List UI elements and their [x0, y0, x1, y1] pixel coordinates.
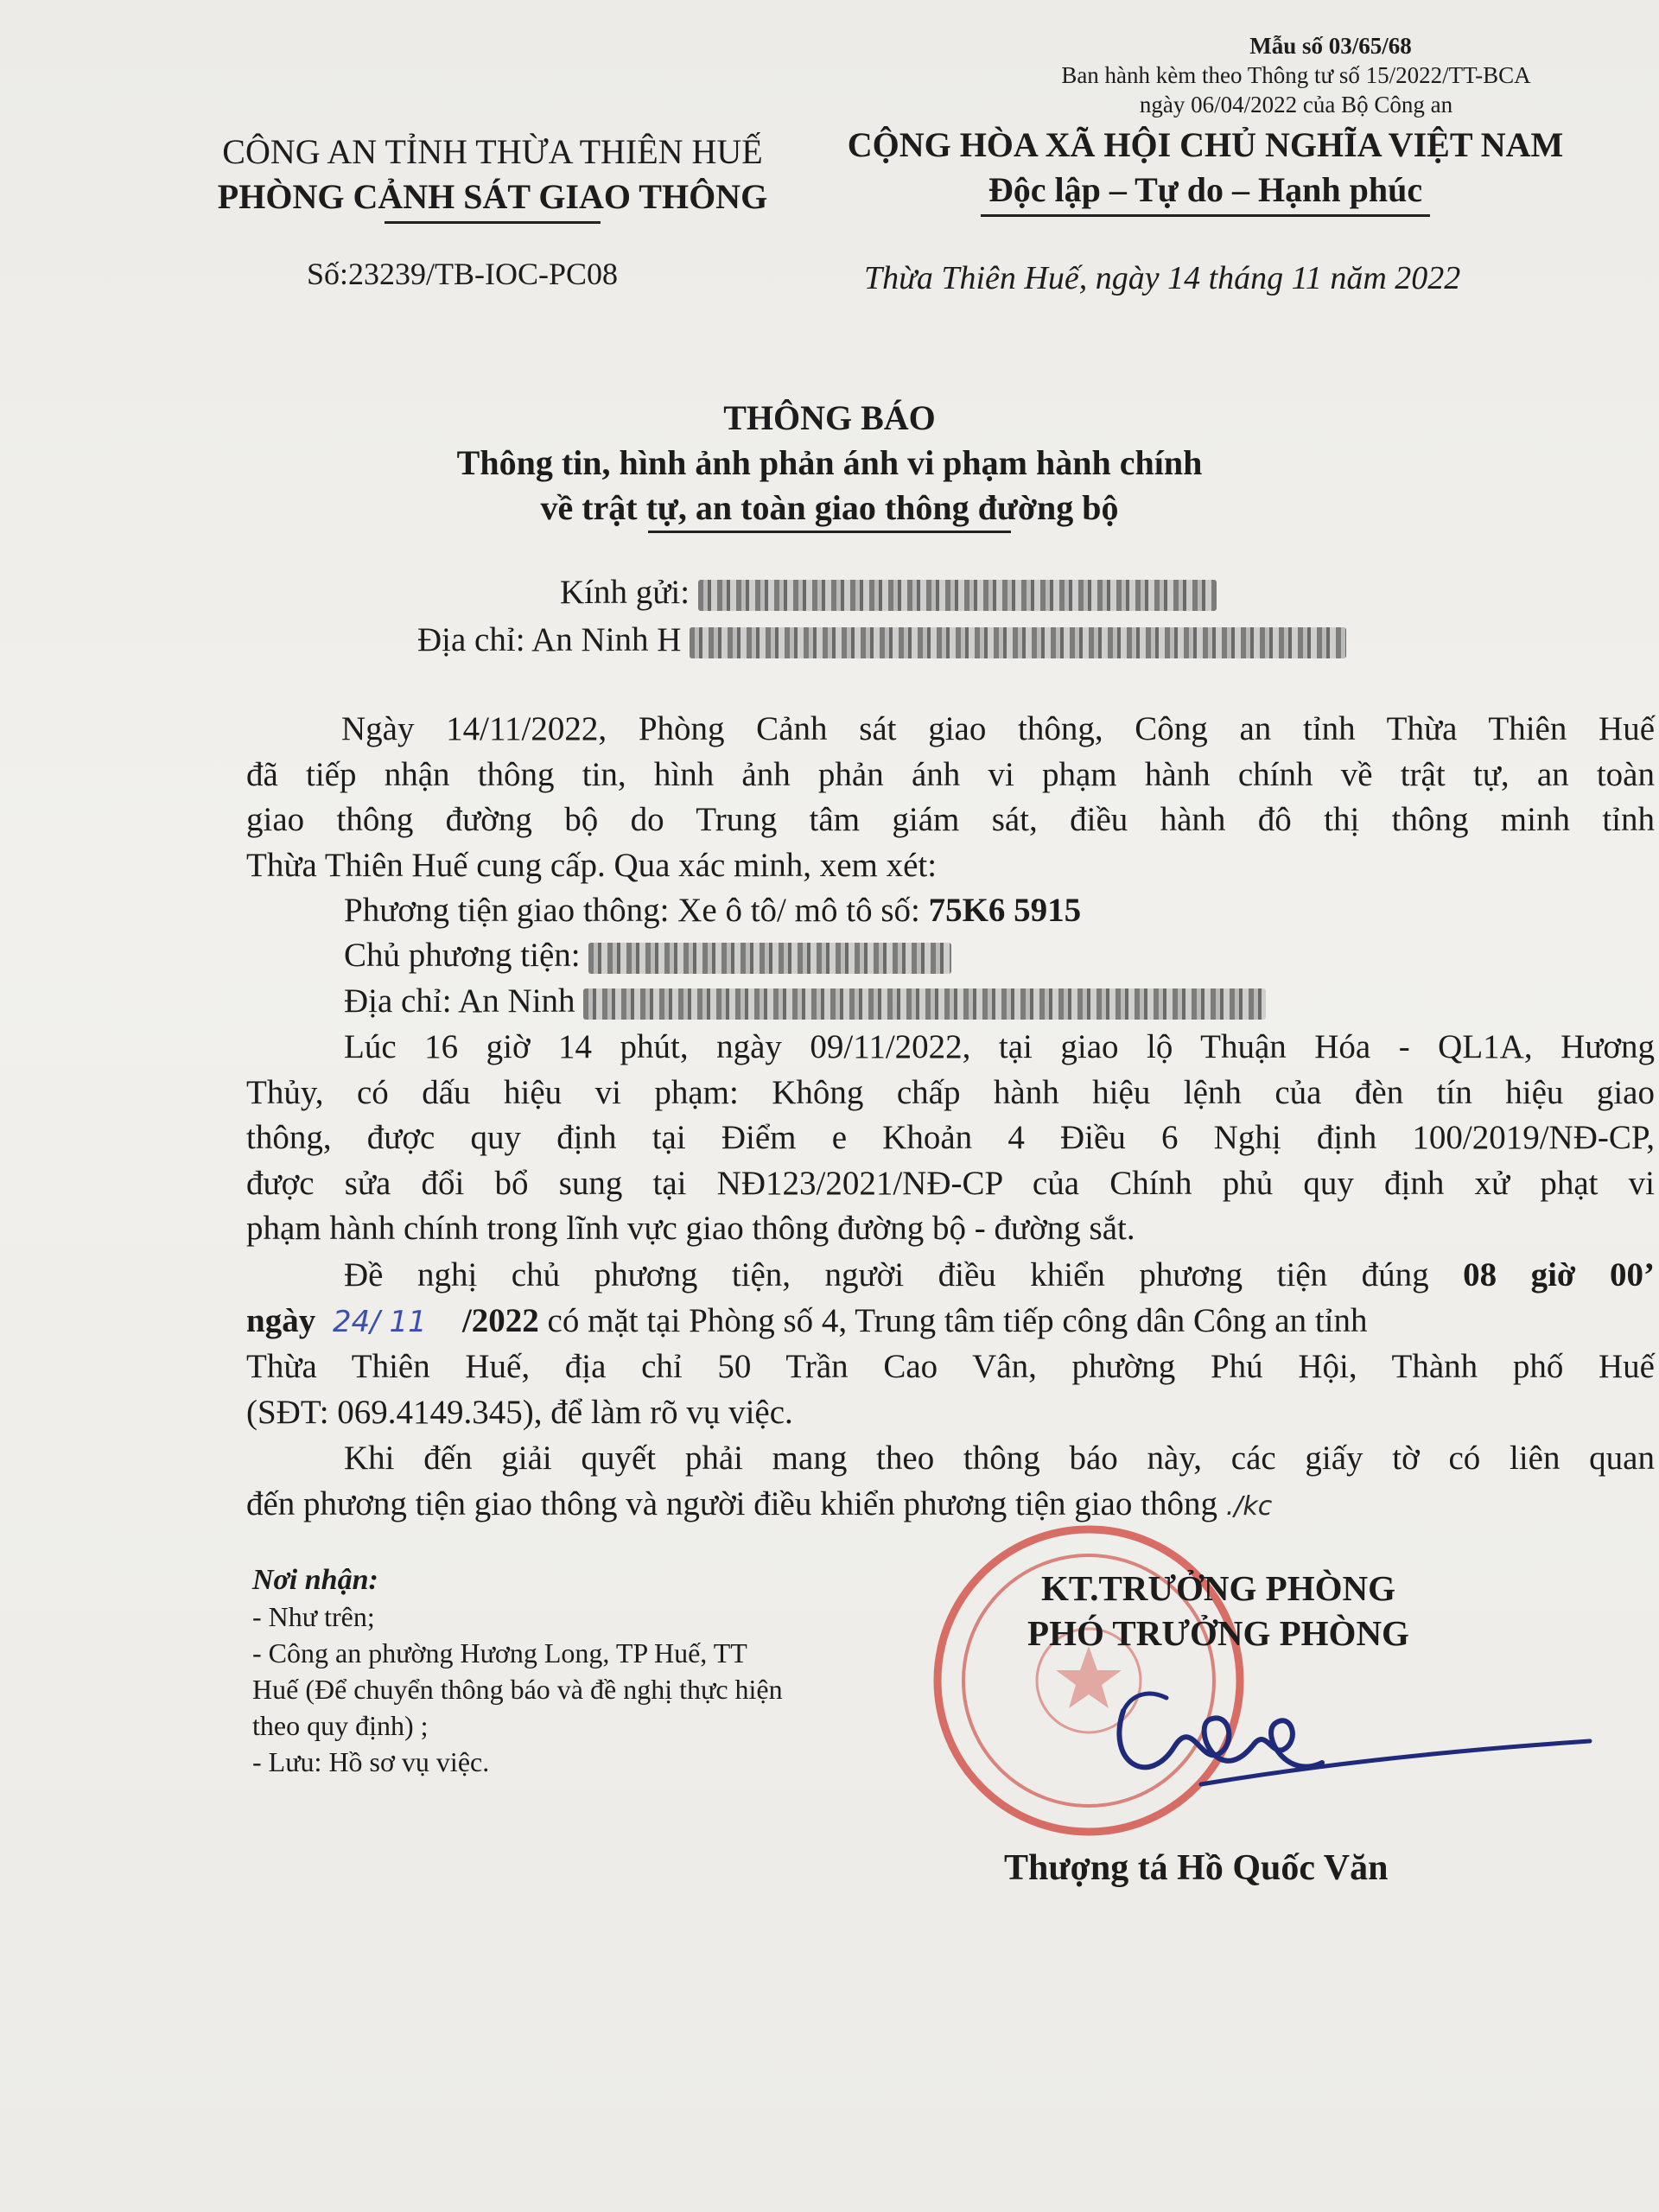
summons-year: /2022 — [461, 1301, 539, 1339]
recipient-item-2: - Công an phường Hương Long, TP Huế, TT — [252, 1637, 747, 1669]
place-date: Thừa Thiên Huế, ngày 14 tháng 11 năm 2022 — [864, 260, 1461, 296]
violation-line-3: thông, được quy định tại Điểm e Khoản 4 Điều 6 Nghị định 100/2019/NĐ-CP, — [246, 1119, 1655, 1156]
redacted-owner-address — [583, 988, 1266, 1020]
signature-title-1: KT.TRƯỞNG PHÒNG — [1041, 1568, 1395, 1608]
redacted-owner-name — [588, 943, 951, 974]
summons-time: 08 giờ 00’ — [1463, 1256, 1656, 1294]
paragraph-documents — [246, 1436, 1655, 1529]
recipient-to-label: Kính gửi: — [560, 574, 690, 611]
intro-line-3: giao thông đường bộ do Trung tâm giám sát, điều hành đô thị thông minh tỉnh — [246, 801, 1655, 838]
redacted-recipient-address — [690, 627, 1346, 658]
recipient-to — [560, 570, 1217, 616]
signature-title-2: PHÓ TRƯỞNG PHÒNG — [1027, 1613, 1409, 1653]
signer-name: Thượng tá Hồ Quốc Văn — [1004, 1848, 1389, 1888]
documents-line-2-text: đến phương tiện giao thông và người điều khiển phương tiện giao thông — [246, 1484, 1217, 1522]
recipient-item-1: - Như trên; — [252, 1601, 375, 1632]
form-number: Mẫu số 03/65/68 — [1249, 33, 1412, 59]
intro-line-1: Ngày 14/11/2022, Phòng Cảnh sát giao thông, Công an tỉnh Thừa Thiên Huế — [341, 710, 1655, 747]
national-underline — [981, 214, 1430, 217]
national-header — [817, 123, 1594, 217]
summons-line-4: (SĐT: 069.4149.345), để làm rõ vụ việc. — [246, 1393, 793, 1431]
intro-line-4: Thừa Thiên Huế cung cấp. Qua xác minh, xem xét: — [246, 846, 938, 884]
title-main: THÔNG BÁO — [723, 398, 936, 437]
document-title — [311, 396, 1348, 533]
owner-address — [344, 979, 1266, 1025]
title-sub2: về trật tự, an toàn giao thông đường bộ — [540, 488, 1119, 527]
violation-line-1: Lúc 16 giờ 14 phút, ngày 09/11/2022, tại giao lộ Thuận Hóa - QL1A, Hương — [344, 1028, 1655, 1065]
handwritten-date: 24/ 11 — [332, 1304, 427, 1339]
violation-line-2: Thủy, có dấu hiệu vi phạm: Không chấp hành hiệu lệnh của đèn tín hiệu giao — [246, 1073, 1655, 1111]
signature-block — [959, 1566, 1478, 1656]
intro-line-2: đã tiếp nhận thông tin, hình ảnh phản ánh vi phạm hành chính về trật tự, an toàn — [246, 755, 1655, 793]
summons-text: Đề nghị chủ phương tiện, người điều khiển phương tiện đúng — [344, 1256, 1464, 1294]
title-sub1: Thông tin, hình ảnh phản ánh vi phạm hành chính — [456, 443, 1203, 482]
documents-line-1: Khi đến giải quyết phải mang theo thông báo này, các giấy tờ có liên quan — [344, 1440, 1655, 1477]
redacted-recipient-name — [698, 580, 1217, 611]
summons-day-label: ngày — [246, 1301, 316, 1339]
violation-line-5: phạm hành chính trong lĩnh vực giao thông đường bộ - đường sắt. — [246, 1210, 1135, 1247]
handwritten-mark: ./kc — [1225, 1491, 1273, 1522]
vehicle-label: Phương tiện giao thông: Xe ô tô/ mô tô số: — [344, 892, 929, 929]
vehicle-info — [344, 888, 1081, 934]
form-issued-with: Ban hành kèm theo Thông tư số 15/2022/TT-BCA — [1061, 62, 1531, 88]
recipients-label: Nơi nhận: — [252, 1564, 378, 1596]
vehicle-plate: 75K6 5915 — [928, 892, 1082, 929]
owner-address-label: Địa chỉ: An Ninh — [344, 982, 584, 1020]
recipient-item-4: theo quy định) ; — [252, 1710, 429, 1741]
vehicle-owner — [344, 933, 951, 979]
form-reference — [994, 31, 1599, 119]
agency-line2: PHÒNG CẢNH SÁT GIAO THÔNG — [217, 177, 768, 216]
paragraph-intro — [246, 707, 1655, 888]
paragraph-violation — [246, 1025, 1655, 1252]
agency-header — [190, 130, 795, 224]
summons-line-3: Thừa Thiên Huế, địa chỉ 50 Trần Cao Vân, phường Phú Hội, Thành phố Huế — [246, 1348, 1655, 1385]
form-issued-date: ngày 06/04/2022 của Bộ Công an — [1139, 92, 1453, 118]
summons-line-2 — [246, 1299, 1655, 1345]
summons-line-1 — [246, 1253, 1655, 1299]
recipient-address-label: Địa chỉ: An Ninh H — [417, 621, 682, 658]
national-line1: CỘNG HÒA XÃ HỘI CHỦ NGHĨA VIỆT NAM — [847, 125, 1564, 164]
recipient-item-5: - Lưu: Hồ sơ vụ việc. — [252, 1746, 490, 1777]
document-number: Số:23239/TB-IOC-PC08 — [307, 257, 619, 291]
recipients-block — [252, 1562, 783, 1780]
handwritten-signature — [1071, 1659, 1607, 1806]
recipient-address — [417, 618, 1346, 664]
national-line2: Độc lập – Tự do – Hạnh phúc — [988, 170, 1423, 209]
agency-underline — [385, 221, 601, 224]
recipient-item-3: Huế (Để chuyển thông báo và đề nghị thực hiện — [252, 1674, 783, 1705]
paragraph-summons — [246, 1253, 1655, 1435]
title-underline — [648, 531, 1011, 533]
violation-line-4: được sửa đổi bổ sung tại NĐ123/2021/NĐ-CP của Chính phủ quy định xử phạt vi — [246, 1164, 1655, 1202]
agency-line1: CÔNG AN TỈNH THỪA THIÊN HUẾ — [222, 132, 763, 171]
owner-label: Chủ phương tiện: — [344, 937, 589, 974]
summons-location: có mặt tại Phòng số 4, Trung tâm tiếp công dân Công an tỉnh — [538, 1301, 1368, 1339]
